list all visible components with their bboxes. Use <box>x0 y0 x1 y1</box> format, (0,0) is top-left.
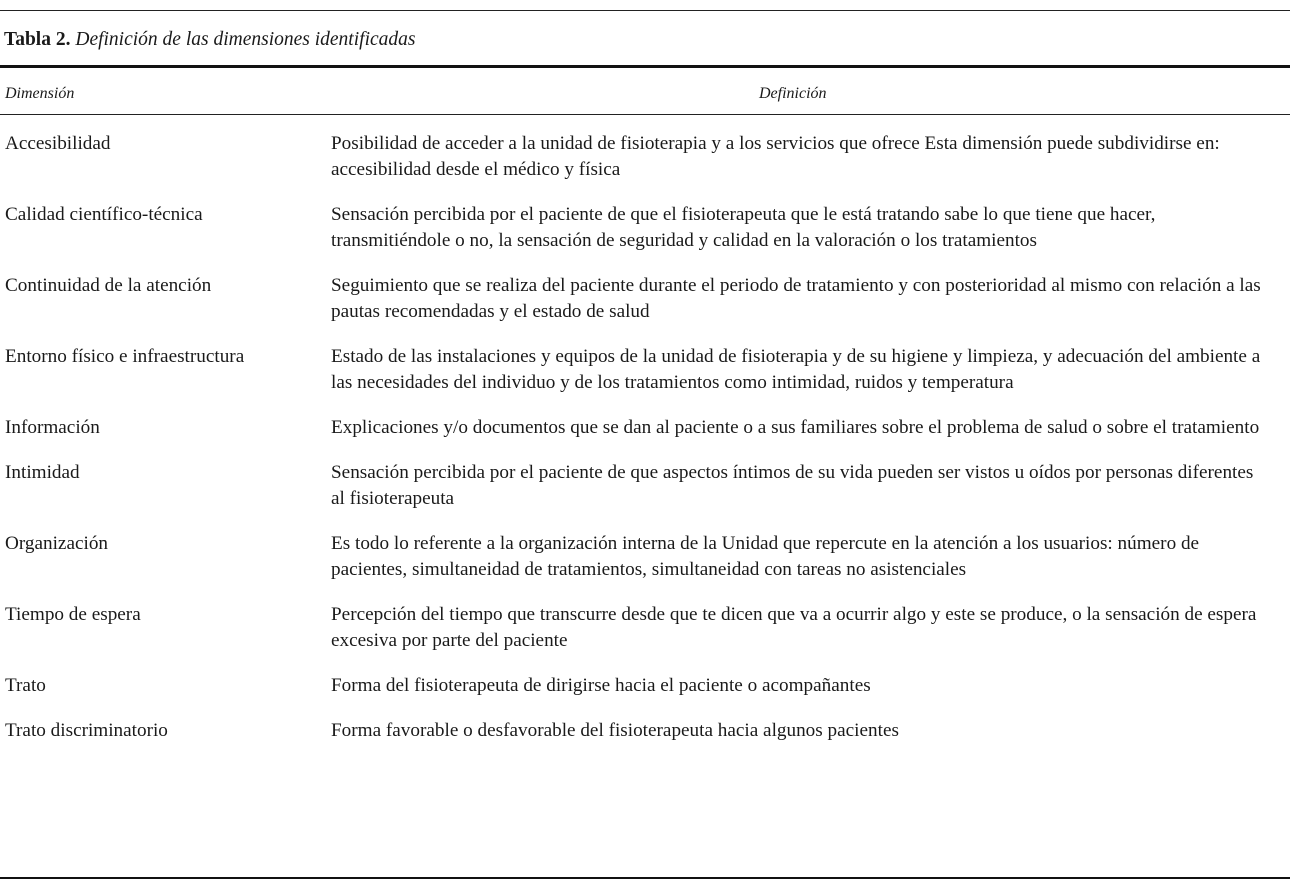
table-row <box>0 415 1290 441</box>
table-row <box>0 131 1290 183</box>
definition-cell: Seguimiento que se realiza del paciente durante el periodo de tratamiento y con posterioridad al mismo con relación a las pautas recomendadas y el estado de salud <box>331 275 1261 322</box>
definition-cell: Estado de las instalaciones y equipos de la unidad de fisioterapia y de su higiene y limpieza, y adecuación del ambiente a las necesidades del individuo y de los tratamientos como intimidad, ruidos y temperatura <box>331 346 1261 393</box>
dimension-cell: Información <box>5 417 100 438</box>
caption-title: Definición de las dimensiones identificadas <box>75 29 416 50</box>
definition-cell: Sensación percibida por el paciente de que el fisioterapeuta que le está tratando sabe lo que tiene que hacer, transmitiéndole o no, la sensación de seguridad y calidad en la valoración o los tratamientos <box>331 204 1156 251</box>
bottom-rule <box>0 877 1290 879</box>
table-row <box>0 602 1290 654</box>
definition-cell: Sensación percibida por el paciente de que aspectos íntimos de su vida pueden ser vistos u oídos por personas diferentes al fisioterapeuta <box>331 462 1254 509</box>
header-top-rule <box>0 65 1290 68</box>
top-rule <box>0 10 1290 11</box>
dimension-cell: Intimidad <box>5 462 80 483</box>
table-row <box>0 202 1290 254</box>
dimension-cell: Entorno físico e infraestructura <box>5 346 245 367</box>
definition-cell: Forma del fisioterapeuta de dirigirse hacia el paciente o acompañantes <box>331 675 871 696</box>
table-row <box>0 273 1290 325</box>
table-row <box>0 460 1290 512</box>
column-header-definition: Definición <box>759 85 827 102</box>
dimension-cell: Trato <box>5 675 46 696</box>
column-header-dimension: Dimensión <box>5 85 75 102</box>
table-row <box>0 531 1290 583</box>
dimension-cell: Trato discriminatorio <box>5 720 168 741</box>
table-row <box>0 673 1290 699</box>
definition-cell: Explicaciones y/o documentos que se dan al paciente o a sus familiares sobre el problema de salud o sobre el tratamiento <box>331 417 1260 438</box>
header-bottom-rule <box>0 114 1290 115</box>
definition-cell: Forma favorable o desfavorable del fisioterapeuta hacia algunos pacientes <box>331 720 899 741</box>
dimension-cell: Accesibilidad <box>5 133 111 154</box>
dimension-cell: Organización <box>5 533 109 554</box>
table-row <box>0 344 1290 396</box>
dimension-cell: Continuidad de la atención <box>5 275 212 296</box>
caption-label: Tabla 2. <box>4 29 71 50</box>
definition-cell: Percepción del tiempo que transcurre desde que te dicen que va a ocurrir algo y este se produce, o la sensación de espera excesiva por parte del paciente <box>331 604 1257 651</box>
table-row <box>0 718 1290 744</box>
table-caption <box>4 28 415 52</box>
dimension-cell: Calidad científico-técnica <box>5 204 203 225</box>
dimension-cell: Tiempo de espera <box>5 604 141 625</box>
definition-cell: Posibilidad de acceder a la unidad de fisioterapia y a los servicios que ofrece Esta dimensión puede subdividirse en: accesibilidad desde el médico y física <box>331 133 1220 180</box>
table-body <box>0 131 1290 763</box>
definition-cell: Es todo lo referente a la organización interna de la Unidad que repercute en la atención a los usuarios: número de pacientes, simultaneidad de tratamientos, simultaneidad con tareas no asistenciales <box>331 533 1200 580</box>
